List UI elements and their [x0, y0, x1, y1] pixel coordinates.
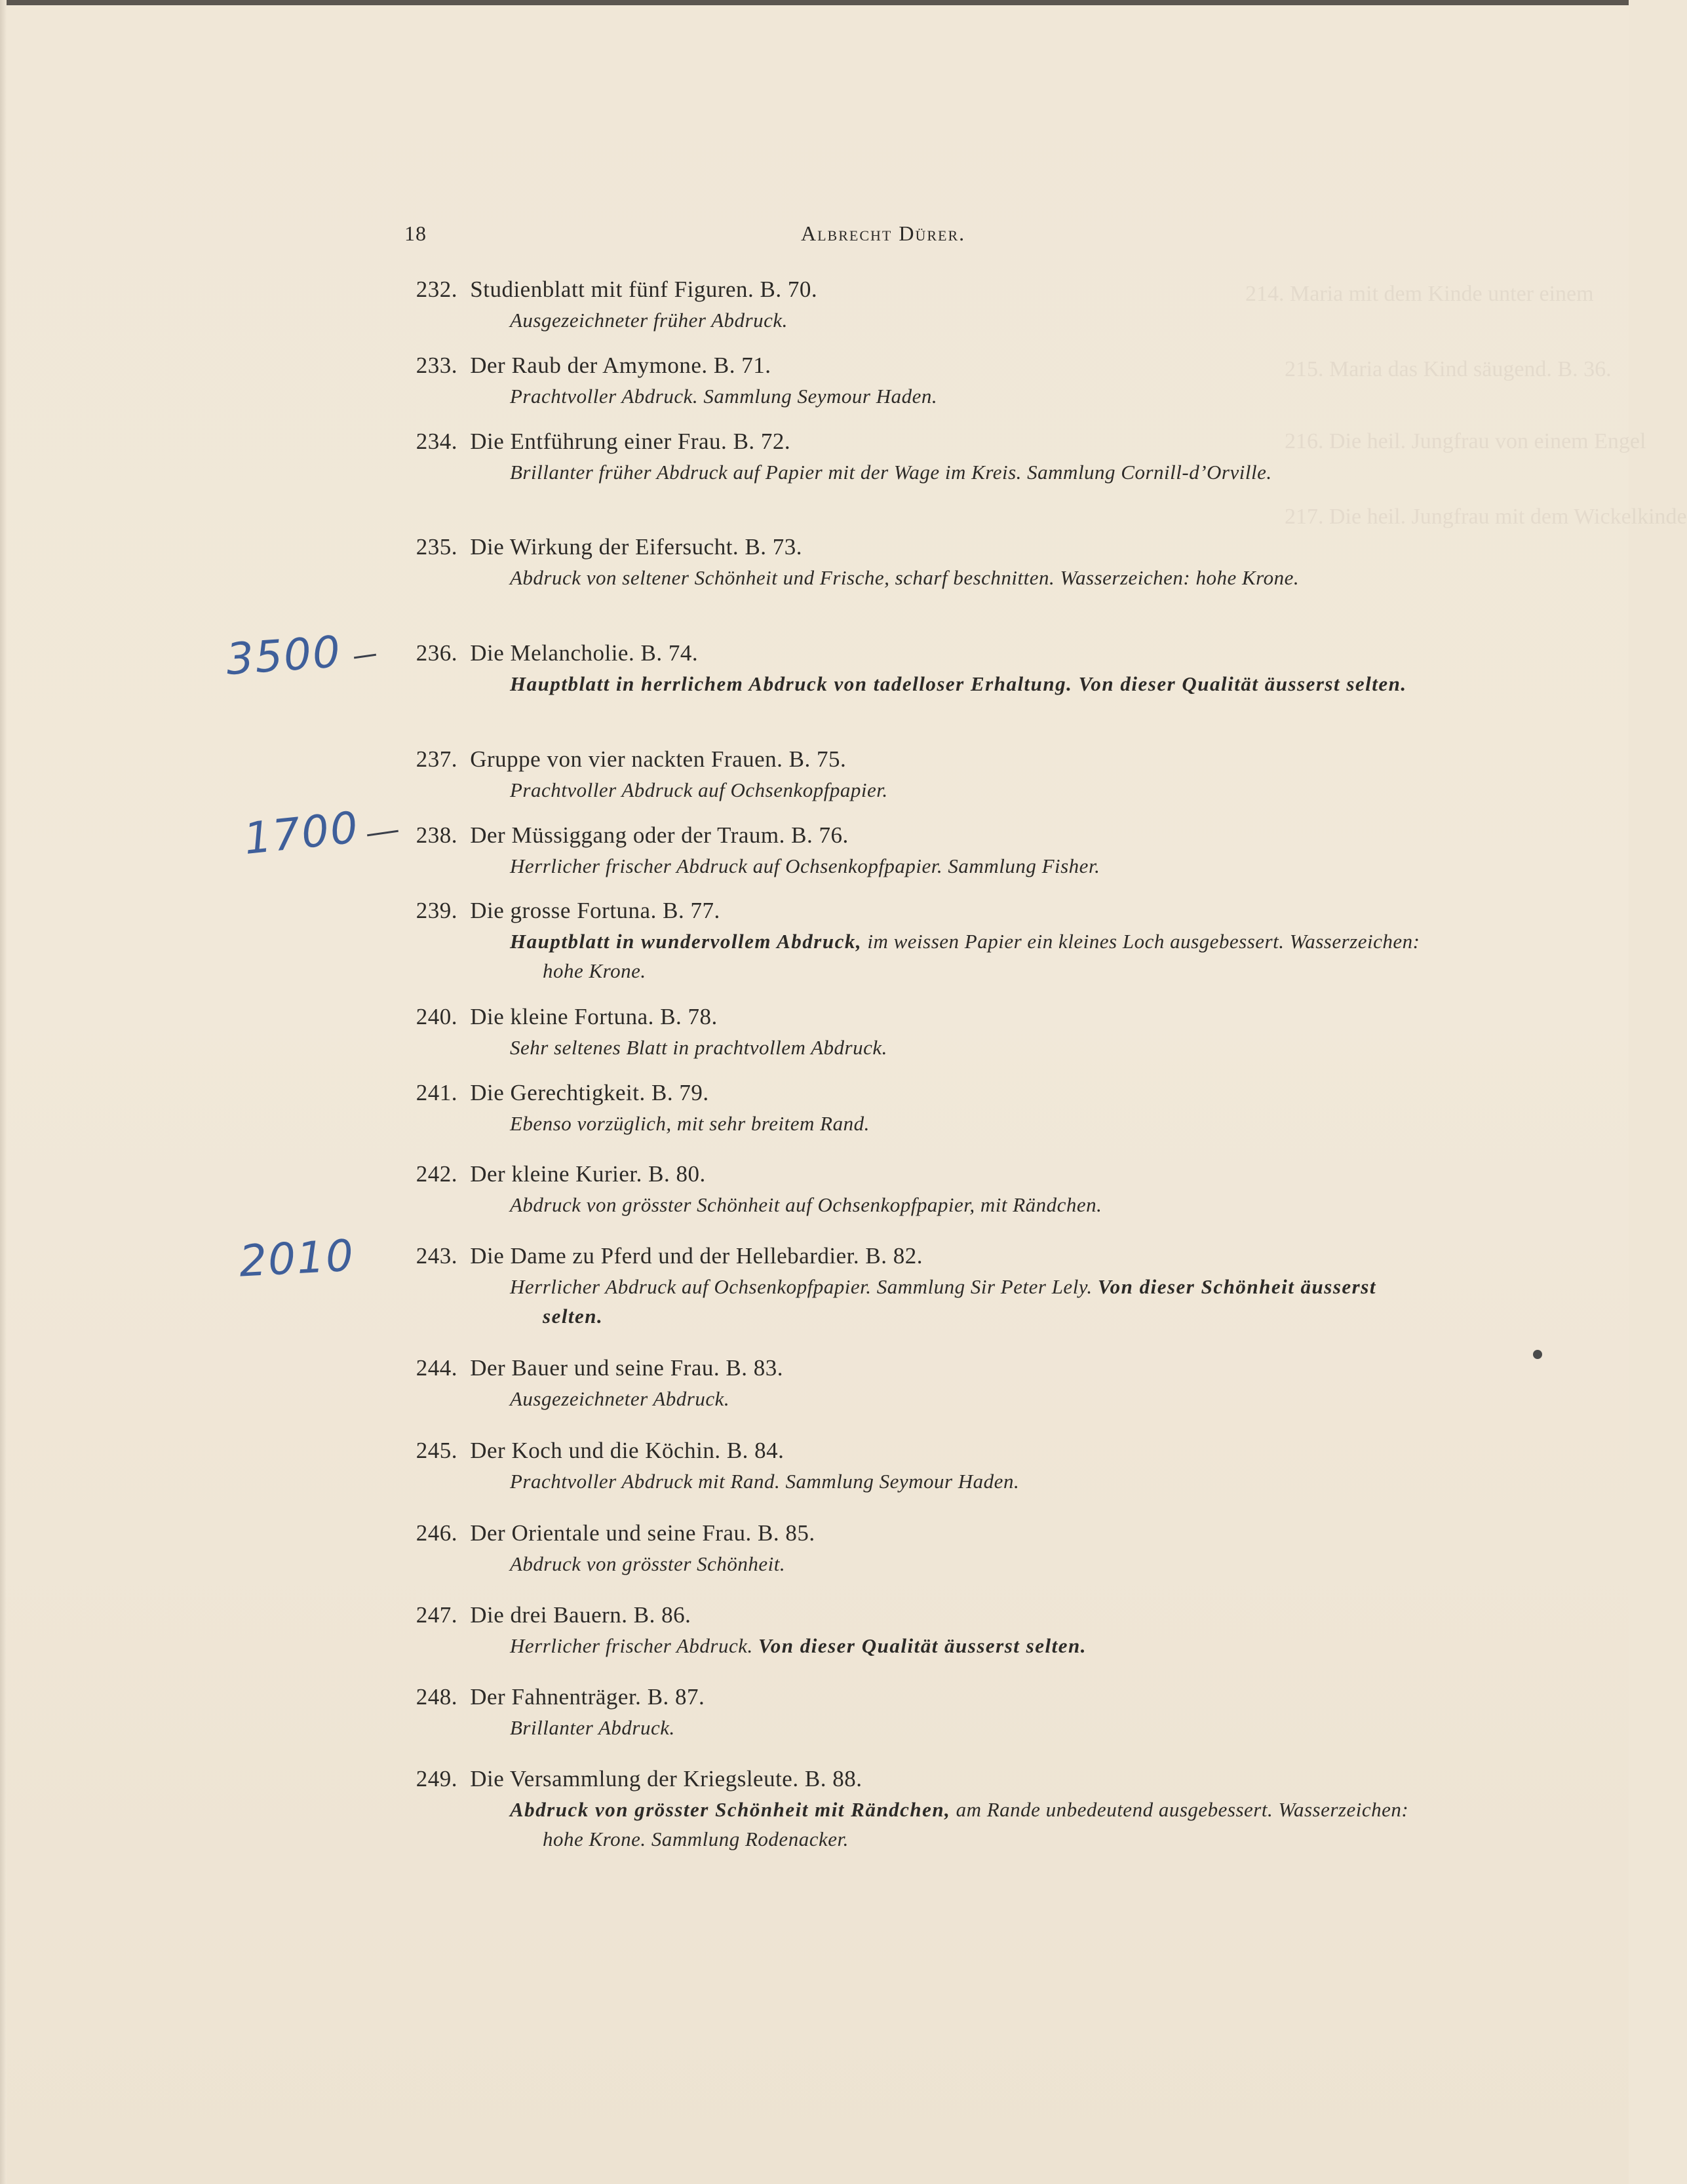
entry-description	[510, 1109, 1388, 1138]
show-through-text: 217. Die heil. Jungfrau mit dem Wickelkinde	[1285, 505, 1687, 529]
catalog-entry	[393, 1765, 1409, 1854]
description-text: Abdruck von grösster Schönheit.	[510, 1552, 786, 1575]
description-text: Prachtvoller Abdruck. Sammlung Seymour Haden.	[510, 385, 938, 408]
bartsch-reference: B. 79.	[651, 1080, 709, 1105]
bartsch-reference: B. 76.	[791, 822, 849, 848]
entry-title-line	[393, 1242, 1389, 1271]
description-text: im weissen Papier ein kleines Loch ausgebessert. Wasserzeichen: hohe Krone.	[543, 930, 1420, 982]
entry-title-line	[393, 745, 1389, 774]
entry-description	[510, 457, 1421, 487]
catalog-entry	[393, 1683, 1389, 1742]
entry-description	[510, 1272, 1421, 1331]
description-text: Herrlicher frischer Abdruck auf Ochsenkopfpapier. Sammlung Fisher.	[510, 854, 1100, 877]
page-number: 18	[404, 221, 427, 245]
entry-title-line	[393, 1765, 1389, 1793]
entry-title: Die Gerechtigkeit.	[470, 1080, 646, 1105]
handwritten-price-note: 2010	[238, 1230, 356, 1287]
description-text: Herrlicher Abdruck auf Ochsenkopfpapier. Sammlung Sir Peter Lely.	[510, 1275, 1098, 1298]
bartsch-reference: B. 88.	[804, 1766, 863, 1791]
bartsch-reference: B. 70.	[760, 277, 818, 302]
entry-title: Die kleine Fortuna.	[470, 1004, 654, 1029]
catalog-entry	[393, 533, 1389, 592]
entry-number: 239.	[416, 898, 457, 923]
description-text: Sehr seltenes Blatt in prachtvollem Abdruck.	[510, 1036, 887, 1059]
entry-description	[510, 305, 1388, 335]
bartsch-reference: B. 72.	[733, 429, 791, 454]
entry-title: Die grosse Fortuna.	[470, 898, 657, 923]
description-text: Herrlicher frischer Abdruck.	[510, 1634, 758, 1657]
entry-number: 241.	[416, 1080, 457, 1105]
description-text: Prachtvoller Abdruck auf Ochsenkopfpapier.	[510, 778, 888, 801]
entry-description	[510, 669, 1421, 699]
entry-description	[510, 1795, 1421, 1854]
description-text: Abdruck von grösster Schönheit auf Ochsenkopfpapier, mit Rändchen.	[510, 1193, 1102, 1216]
entry-number: 238.	[416, 822, 457, 848]
bartsch-reference: B. 73.	[745, 534, 803, 560]
bartsch-reference: B. 86.	[633, 1602, 691, 1628]
entry-title: Der Koch und die Köchin.	[470, 1438, 721, 1463]
entry-number: 242.	[416, 1161, 457, 1187]
entry-description	[510, 563, 1421, 592]
entry-number: 232.	[416, 277, 457, 302]
bartsch-reference: B. 77.	[663, 898, 720, 923]
emphasis-text: Abdruck von grösster Schönheit mit Rändchen,	[510, 1798, 951, 1821]
bartsch-reference: B. 87.	[647, 1684, 705, 1710]
bartsch-reference: B. 84.	[726, 1438, 785, 1463]
running-title: Albrecht Dürer.	[801, 221, 966, 245]
catalog-entry	[393, 1519, 1389, 1579]
entry-title-line	[393, 351, 1389, 380]
ink-speck	[1533, 1350, 1542, 1359]
entry-title: Die Dame zu Pferd und der Hellebardier.	[470, 1243, 860, 1269]
entry-description	[510, 381, 1388, 411]
catalog-entry	[393, 639, 1407, 699]
catalog-entry	[393, 351, 1389, 411]
entry-title-line	[393, 275, 1389, 304]
bartsch-reference: B. 75.	[788, 746, 847, 772]
entry-title: Die Entführung einer Frau.	[470, 429, 727, 454]
entry-number: 248.	[416, 1684, 457, 1710]
entry-number: 233.	[416, 353, 457, 378]
entry-number: 247.	[416, 1602, 457, 1628]
catalog-entry	[393, 821, 1389, 881]
handwritten-price-note: 3500	[224, 626, 343, 685]
entry-number: 236.	[416, 640, 457, 666]
entry-number: 245.	[416, 1438, 457, 1463]
entry-description	[510, 1384, 1388, 1413]
entry-description	[510, 1549, 1388, 1579]
description-text: Ausgezeichneter Abdruck.	[510, 1387, 730, 1410]
catalog-entry	[393, 1242, 1389, 1331]
description-text: Ausgezeichneter früher Abdruck.	[510, 309, 788, 332]
page-header	[404, 221, 994, 254]
entry-title: Die Versammlung der Kriegsleute.	[470, 1766, 799, 1791]
entry-title: Der Raub der Amymone.	[470, 353, 708, 378]
entry-title-line	[393, 1003, 1389, 1031]
show-through-text: 215. Maria das Kind säugend. B. 36.	[1285, 357, 1612, 381]
entry-number: 244.	[416, 1355, 457, 1381]
entry-number: 234.	[416, 429, 457, 454]
entry-title-line	[393, 1160, 1389, 1189]
entry-description	[510, 775, 1388, 805]
catalog-entry	[393, 1436, 1389, 1496]
catalog-entry	[393, 1601, 1389, 1660]
catalog-entry	[393, 745, 1389, 805]
bartsch-reference: B. 74.	[640, 640, 699, 666]
entry-title-line	[393, 533, 1389, 562]
entry-number: 246.	[416, 1520, 457, 1546]
entry-description	[510, 1466, 1388, 1496]
catalog-entry	[393, 427, 1389, 487]
emphasis-text: Von dieser Qualität äusserst selten.	[758, 1634, 1087, 1657]
bartsch-reference: B. 80.	[648, 1161, 706, 1187]
entry-number: 249.	[416, 1766, 457, 1791]
description-text: Ebenso vorzüglich, mit sehr breitem Rand.	[510, 1112, 870, 1135]
bartsch-reference: B. 85.	[758, 1520, 815, 1546]
entry-title-line	[393, 427, 1389, 456]
emphasis-text: Von dieser Schönheit äusserst selten.	[543, 1275, 1376, 1328]
entry-title: Die Wirkung der Eifersucht.	[470, 534, 739, 560]
entry-description	[510, 1713, 1388, 1742]
entry-description	[510, 1033, 1388, 1062]
entry-number: 243.	[416, 1243, 457, 1269]
page-left-edge	[0, 0, 7, 2184]
entry-title: Der Orientale und seine Frau.	[470, 1520, 752, 1546]
entry-description	[510, 927, 1421, 986]
emphasis-text: Hauptblatt in herrlichem Abdruck von tadelloser Erhaltung. Von dieser Qualität äusserst selten.	[510, 672, 1407, 695]
handwritten-price-note: 1700	[241, 802, 362, 864]
handwritten-dash	[354, 654, 376, 659]
page-top-edge	[0, 0, 1629, 5]
catalog-entry	[393, 1079, 1389, 1138]
catalog-entry	[393, 1354, 1389, 1413]
description-text: Abdruck von seltener Schönheit und Frische, scharf beschnitten. Wasserzeichen: hohe Krone.	[510, 566, 1300, 589]
entry-title: Der kleine Kurier.	[470, 1161, 642, 1187]
entry-description	[510, 1631, 1388, 1660]
entry-number: 240.	[416, 1004, 457, 1029]
entry-title: Die Melancholie.	[470, 640, 635, 666]
entry-title: Der Müssiggang oder der Traum.	[470, 822, 785, 848]
entry-description	[510, 1190, 1388, 1219]
bartsch-reference: B. 78.	[660, 1004, 718, 1029]
show-through-text: 214. Maria mit dem Kinde unter einem	[1245, 282, 1594, 306]
entry-title-line	[393, 1079, 1389, 1107]
entry-description	[510, 851, 1388, 881]
bartsch-reference: B. 71.	[713, 353, 771, 378]
entry-title-line	[393, 1519, 1389, 1548]
description-text: Brillanter früher Abdruck auf Papier mit der Wage im Kreis. Sammlung Cornill-d’Orville.	[510, 461, 1272, 484]
show-through-text: 216. Die heil. Jungfrau von einem Engel	[1285, 429, 1646, 453]
entry-title-line	[393, 639, 1389, 668]
bartsch-reference: B. 83.	[726, 1355, 783, 1381]
catalog-entry	[393, 275, 1389, 335]
catalog-entry	[393, 1160, 1389, 1219]
catalog-entry	[393, 1003, 1389, 1062]
emphasis-text: Hauptblatt in wundervollem Abdruck,	[510, 930, 863, 953]
description-text: Prachtvoller Abdruck mit Rand. Sammlung Seymour Haden.	[510, 1470, 1020, 1493]
entry-title-line	[393, 1354, 1389, 1383]
description-text: am Rande unbedeutend ausgebessert. Wasserzeichen: hohe Krone. Sammlung Rodenacker.	[543, 1798, 1409, 1850]
entry-title: Studienblatt mit fünf Figuren.	[470, 277, 754, 302]
entry-title-line	[393, 1601, 1389, 1630]
entry-title-line	[393, 896, 1389, 925]
entry-title: Der Fahnenträger.	[470, 1684, 642, 1710]
entry-title-line	[393, 1436, 1389, 1465]
catalog-entry	[393, 896, 1420, 986]
entry-title: Gruppe von vier nackten Frauen.	[470, 746, 783, 772]
entry-number: 235.	[416, 534, 457, 560]
entry-title-line	[393, 821, 1389, 850]
entry-title: Die drei Bauern.	[470, 1602, 628, 1628]
entry-title: Der Bauer und seine Frau.	[470, 1355, 720, 1381]
entry-number: 237.	[416, 746, 457, 772]
entry-title-line	[393, 1683, 1389, 1712]
description-text: Brillanter Abdruck.	[510, 1716, 675, 1739]
bartsch-reference: B. 82.	[865, 1243, 923, 1269]
